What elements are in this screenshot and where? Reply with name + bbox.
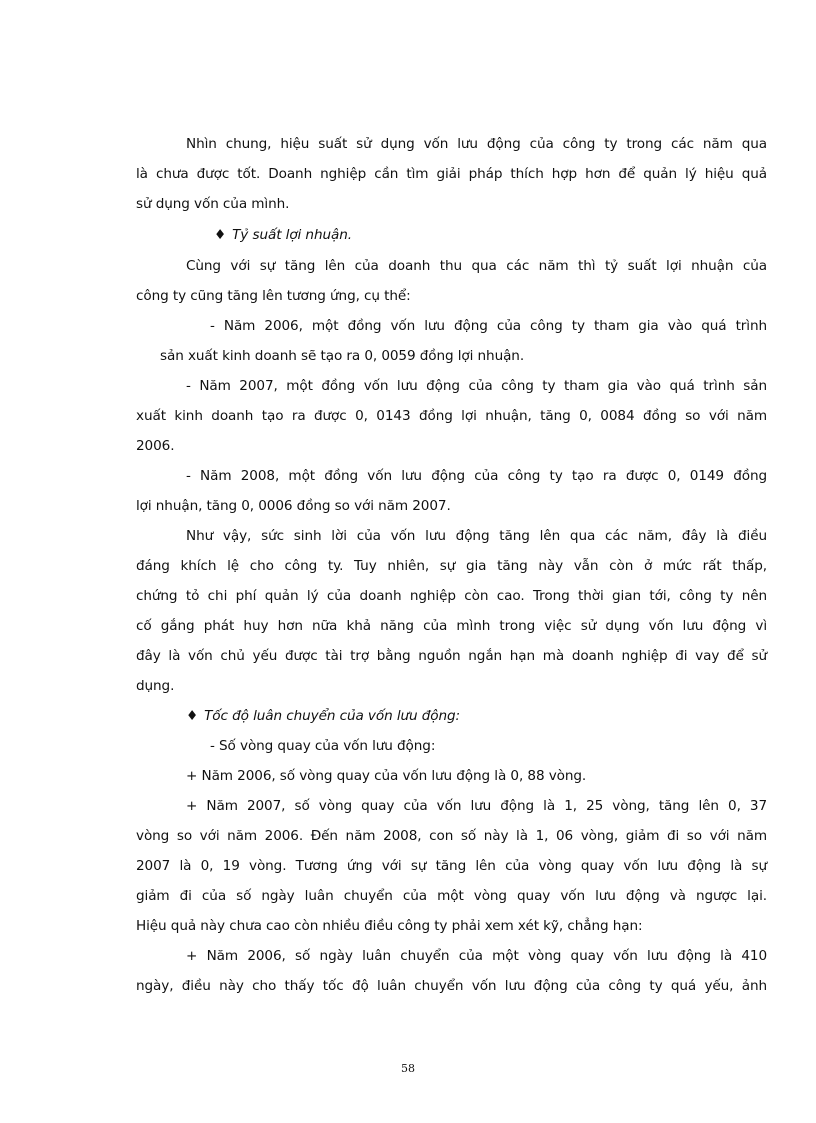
heading-circulation-speed-text: Tốc độ luân chuyển của vốn lưu động: [204,708,461,724]
heading-profit-ratio-text: Tỷ suất lợi nhuận. [232,227,352,243]
paragraph-1-line-3: sử dụng vốn của mình. [136,196,290,212]
paragraph-3-line-3: chứng tỏ chi phí quản lý của doanh nghiệp còn cao. Trong thời gian tới, công ty nên [136,588,767,604]
sub-heading-rounds: - Số vòng quay của vốn lưu động: [210,738,436,754]
round-2006-line-1: + Năm 2006, số vòng quay của vốn lưu động là 0, 88 vòng. [186,768,587,784]
item-2007-line-1: - Năm 2007, một đồng vốn lưu động của công ty tham gia vào quá trình sản [186,378,767,394]
paragraph-3-line-2: đáng khích lệ cho công ty. Tuy nhiên, sự gia tăng này vẫn còn ở mức rất thấp, [136,558,767,574]
days-2006-line-2: ngày, điều này cho thấy tốc độ luân chuyển vốn lưu động của công ty quá yếu, ảnh [136,978,767,994]
paragraph-2-line-2: công ty cũng tăng lên tương ứng, cụ thể: [136,288,411,304]
item-2008-line-1: - Năm 2008, một đồng vốn lưu động của công ty tạo ra được 0, 0149 đồng [186,468,767,484]
paragraph-1-line-1: Nhìn chung, hiệu suất sử dụng vốn lưu động của công ty trong các năm qua [186,136,767,152]
heading-circulation-speed [186,706,460,726]
heading-profit-ratio [214,225,352,245]
round-2007-line-2: vòng so với năm 2006. Đến năm 2008, con số này là 1, 06 vòng, giảm đi so với năm [136,828,767,844]
diamond-bullet-icon: ♦ [214,227,227,243]
paragraph-3-line-5: đây là vốn chủ yếu được tài trợ bằng nguồn ngắn hạn mà doanh nghiệp đi vay để sử [136,648,767,664]
paragraph-3-line-4: cố gắng phát huy hơn nữa khả năng của mình trong việc sử dụng vốn lưu động vì [136,618,767,634]
paragraph-3-line-1: Như vậy, sức sinh lời của vốn lưu động tăng lên qua các năm, đây là điều [186,528,767,544]
paragraph-1-line-2: là chưa được tốt. Doanh nghiệp cần tìm giải pháp thích hợp hơn để quản lý hiệu quả [136,166,767,182]
round-2007-line-4: giảm đi của số ngày luân chuyển của một vòng quay vốn lưu động và ngược lại. [136,888,767,904]
round-2007-line-3: 2007 là 0, 19 vòng. Tương ứng với sự tăng lên của vòng quay vốn lưu động là sự [136,858,767,874]
diamond-bullet-icon: ♦ [186,708,199,724]
paragraph-2-line-1: Cùng với sự tăng lên của doanh thu qua các năm thì tỷ suất lợi nhuận của [186,258,767,274]
days-2006-line-1: + Năm 2006, số ngày luân chuyển của một vòng quay vốn lưu động là 410 [186,948,767,964]
item-2007-line-3: 2006. [136,438,175,454]
item-2007-line-2: xuất kinh doanh tạo ra được 0, 0143 đồng lợi nhuận, tăng 0, 0084 đồng so với năm [136,408,767,424]
round-2007-line-1: + Năm 2007, số vòng quay của vốn lưu động là 1, 25 vòng, tăng lên 0, 37 [186,798,767,814]
item-2006-line-1: - Năm 2006, một đồng vốn lưu động của công ty tham gia vào quá trình [210,318,767,334]
paragraph-3-line-6: dụng. [136,678,175,694]
page-number: 58 [401,1062,415,1075]
item-2008-line-2: lợi nhuận, tăng 0, 0006 đồng so với năm 2007. [136,498,451,514]
round-2007-line-5: Hiệu quả này chưa cao còn nhiều điều công ty phải xem xét kỹ, chẳng hạn: [136,918,643,934]
item-2006-line-2: sản xuất kinh doanh sẽ tạo ra 0, 0059 đồng lợi nhuận. [160,348,525,364]
